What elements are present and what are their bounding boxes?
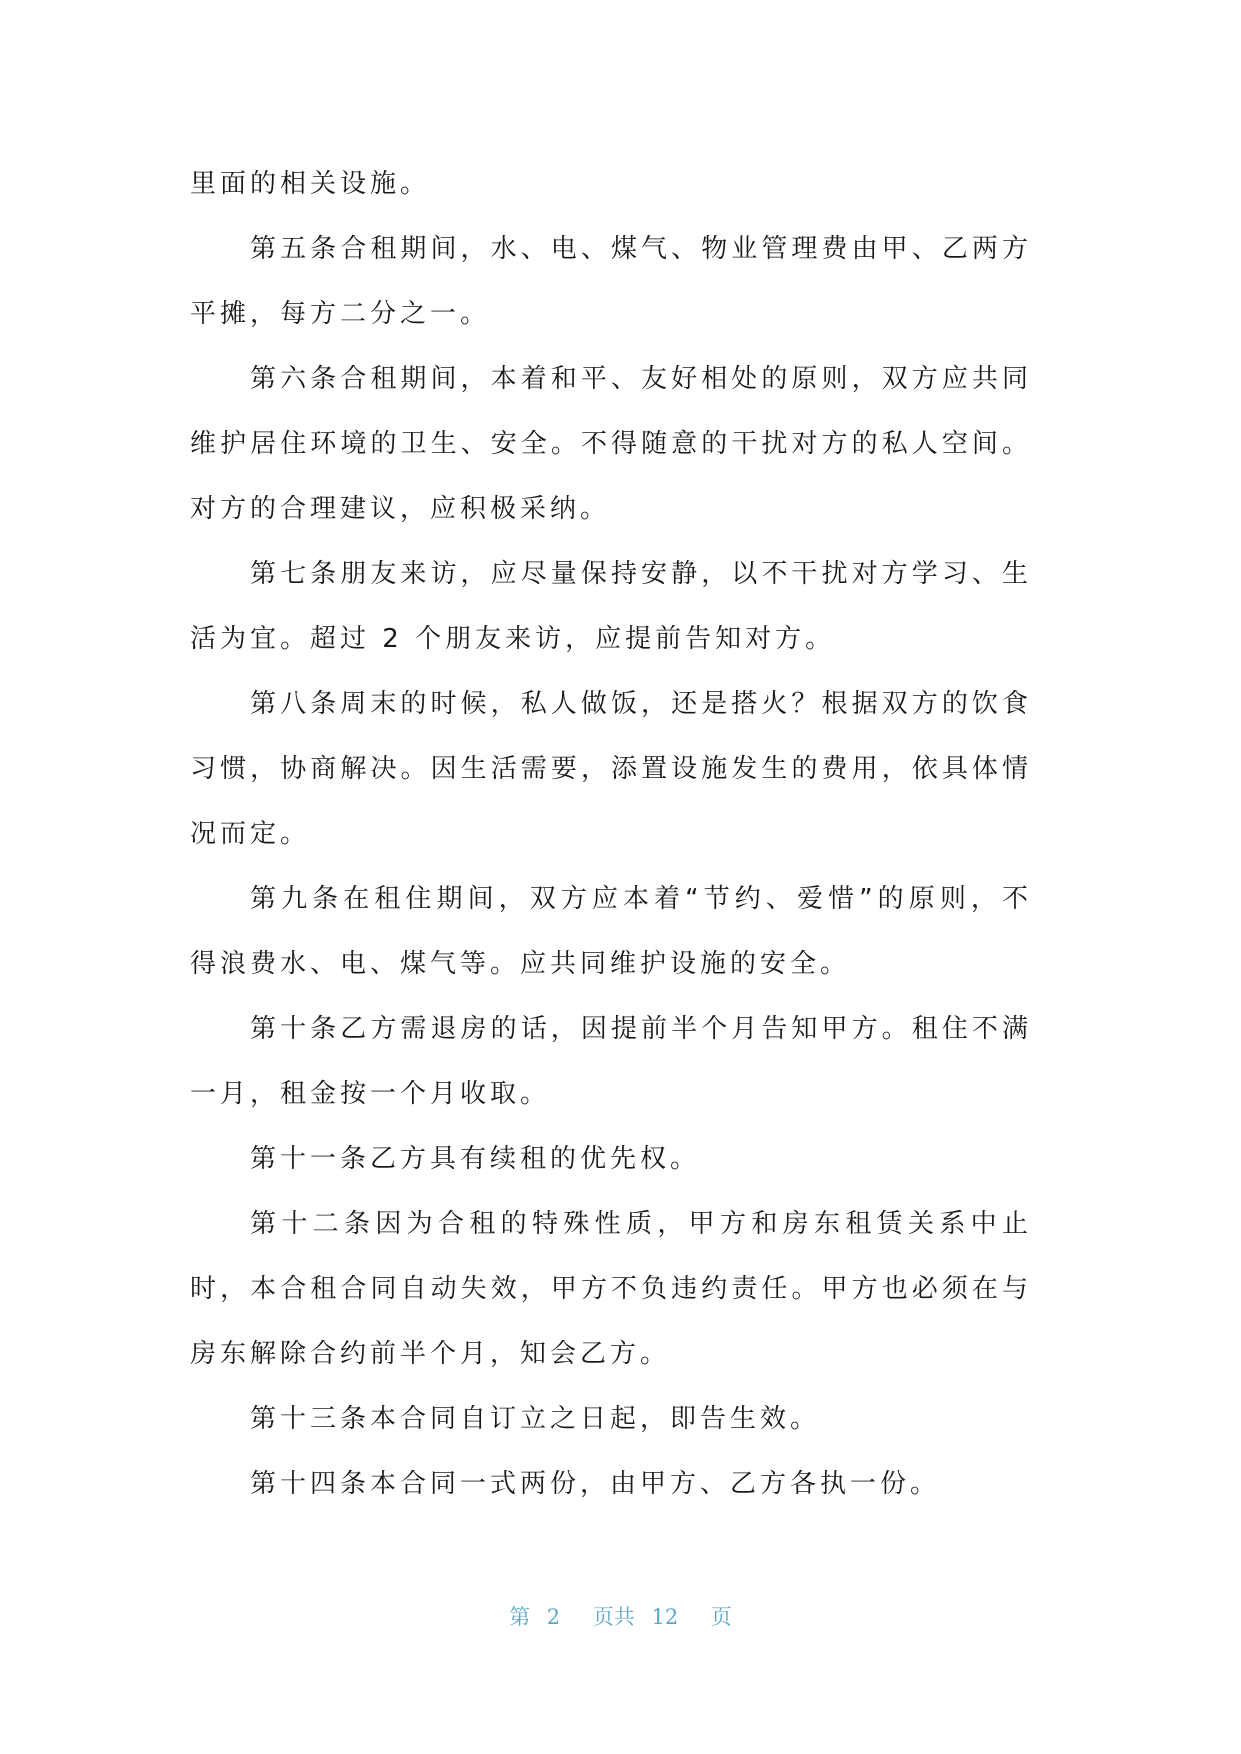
paragraph-article-11: 第十一条乙方具有续租的优先权。 [250, 1144, 701, 1174]
paragraph-continuation: 里面的相关设施。 [190, 169, 431, 199]
footer-total-pages: 12 [651, 1605, 679, 1629]
paragraph-article-12: 第十二条因为合租的特殊性质，甲方和房东租赁关系中止时，本合租合同自动失效，甲方不负违约责任。甲方也必须在与房东解除合约前半个月，知会乙方。 [190, 1209, 1032, 1369]
footer-page-end-label: 页 [710, 1605, 732, 1629]
paragraph-article-10: 第十条乙方需退房的话，因提前半个月告知甲方。租住不满一月，租金按一个月收取。 [190, 1014, 1032, 1109]
document-body [190, 152, 1032, 1517]
paragraph-article-14: 第十四条本合同一式两份，由甲方、乙方各执一份。 [250, 1469, 941, 1499]
paragraph-article-6: 第六条合租期间，本着和平、友好相处的原则，双方应共同维护居住环境的卫生、安全。不得随意的干扰对方的私人空间。对方的合理建议，应积极采纳。 [190, 364, 1032, 524]
footer-page-total-label: 页共 [592, 1605, 635, 1629]
page-footer [0, 1597, 1241, 1637]
paragraph-article-7: 第七条朋友来访，应尽量保持安静，以不干扰对方学习、生活为宜。超过 2 个朋友来访，应提前告知对方。 [190, 559, 1032, 654]
paragraph-article-8: 第八条周末的时候，私人做饭，还是搭火？根据双方的饮食习惯，协商解决。因生活需要，添置设施发生的费用，依具体情况而定。 [190, 689, 1032, 849]
footer-page-label: 第 [509, 1605, 531, 1629]
footer-current-page: 2 [546, 1605, 561, 1629]
paragraph-article-9: 第九条在租住期间，双方应本着“节约、爱惜”的原则，不得浪费水、电、煤气等。应共同维护设施的安全。 [190, 884, 1032, 979]
paragraph-article-5: 第五条合租期间，水、电、煤气、物业管理费由甲、乙两方平摊，每方二分之一。 [190, 234, 1032, 329]
paragraph-article-13: 第十三条本合同自订立之日起，即告生效。 [250, 1404, 821, 1434]
